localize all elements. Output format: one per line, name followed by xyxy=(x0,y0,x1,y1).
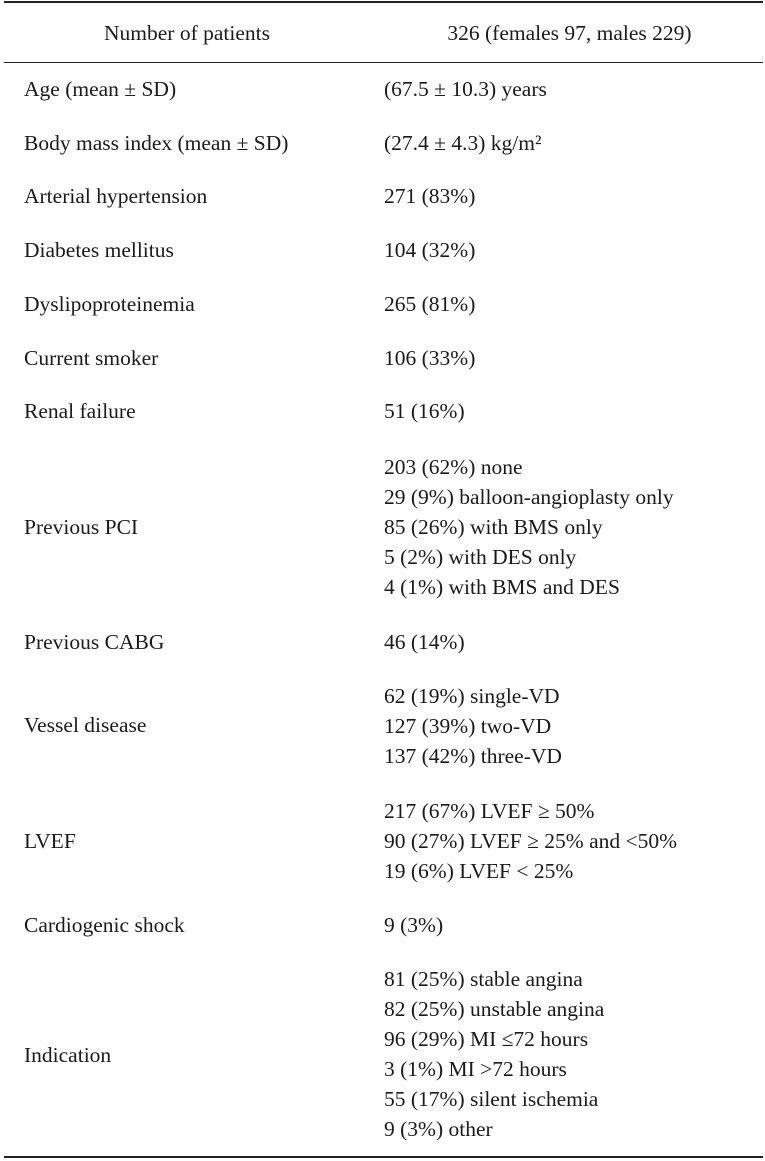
value-line: 265 (81%) xyxy=(384,292,476,316)
value-line: 81 (25%) stable angina xyxy=(384,967,583,991)
value-line: 203 (62%) none xyxy=(384,455,523,479)
row-value-diabetes xyxy=(384,235,475,265)
row-label-vessel-disease: Vessel disease xyxy=(24,713,147,737)
row-label-smoker: Current smoker xyxy=(24,346,159,370)
row-label-cardiogenic-shock: Cardiogenic shock xyxy=(24,913,185,937)
row-value-previous-cabg xyxy=(384,627,465,657)
value-line: 271 (83%) xyxy=(384,184,476,208)
table-header-rule xyxy=(4,62,763,63)
row-value-smoker xyxy=(384,343,475,373)
value-line: 29 (9%) balloon-angioplasty only xyxy=(384,485,674,509)
value-line: 104 (32%) xyxy=(384,238,476,262)
value-line: 217 (67%) LVEF ≥ 50% xyxy=(384,799,595,823)
value-line: 51 (16%) xyxy=(384,399,465,423)
row-value-previous-pci xyxy=(384,452,674,602)
header-label: Number of patients xyxy=(104,21,270,45)
value-line: 46 (14%) xyxy=(384,630,465,654)
value-line: 96 (29%) MI ≤72 hours xyxy=(384,1027,589,1051)
value-line: 9 (3%) other xyxy=(384,1117,493,1141)
row-value-renal-failure xyxy=(384,396,465,426)
header-value: 326 (females 97, males 229) xyxy=(447,21,692,45)
value-line: 9 (3%) xyxy=(384,913,444,937)
row-label-diabetes: Diabetes mellitus xyxy=(24,238,174,262)
value-line: 55 (17%) silent ischemia xyxy=(384,1087,599,1111)
row-value-hypertension xyxy=(384,181,475,211)
row-value-cardiogenic-shock xyxy=(384,910,443,940)
value-line: (27.4 ± 4.3) kg/m² xyxy=(384,131,542,155)
table-top-rule xyxy=(4,1,763,3)
row-label-lvef: LVEF xyxy=(24,829,76,853)
row-label-previous-cabg: Previous CABG xyxy=(24,630,165,654)
row-label-hypertension: Arterial hypertension xyxy=(24,184,208,208)
value-line: 19 (6%) LVEF < 25% xyxy=(384,859,574,883)
value-line: (67.5 ± 10.3) years xyxy=(384,77,547,101)
value-line: 82 (25%) unstable angina xyxy=(384,997,605,1021)
row-label-previous-pci: Previous PCI xyxy=(24,515,139,539)
row-label-dyslipoproteinemia: Dyslipoproteinemia xyxy=(24,292,195,316)
row-value-bmi xyxy=(384,128,541,158)
row-value-vessel-disease xyxy=(384,681,562,771)
value-line: 90 (27%) LVEF ≥ 25% and <50% xyxy=(384,829,678,853)
row-value-age xyxy=(384,74,547,104)
row-label-renal-failure: Renal failure xyxy=(24,399,136,423)
value-line: 5 (2%) with DES only xyxy=(384,545,577,569)
value-line: 106 (33%) xyxy=(384,346,476,370)
row-value-indication xyxy=(384,964,604,1144)
value-line: 62 (19%) single-VD xyxy=(384,684,560,708)
table-bottom-rule xyxy=(4,1156,763,1158)
value-line: 4 (1%) with BMS and DES xyxy=(384,575,620,599)
value-line: 3 (1%) MI >72 hours xyxy=(384,1057,567,1081)
value-line: 127 (39%) two-VD xyxy=(384,714,552,738)
row-label-bmi: Body mass index (mean ± SD) xyxy=(24,131,289,155)
value-line: 85 (26%) with BMS only xyxy=(384,515,603,539)
row-label-age: Age (mean ± SD) xyxy=(24,77,177,101)
row-value-dyslipoproteinemia xyxy=(384,289,475,319)
row-value-lvef xyxy=(384,796,677,886)
row-label-indication: Indication xyxy=(24,1043,112,1067)
value-line: 137 (42%) three-VD xyxy=(384,744,562,768)
